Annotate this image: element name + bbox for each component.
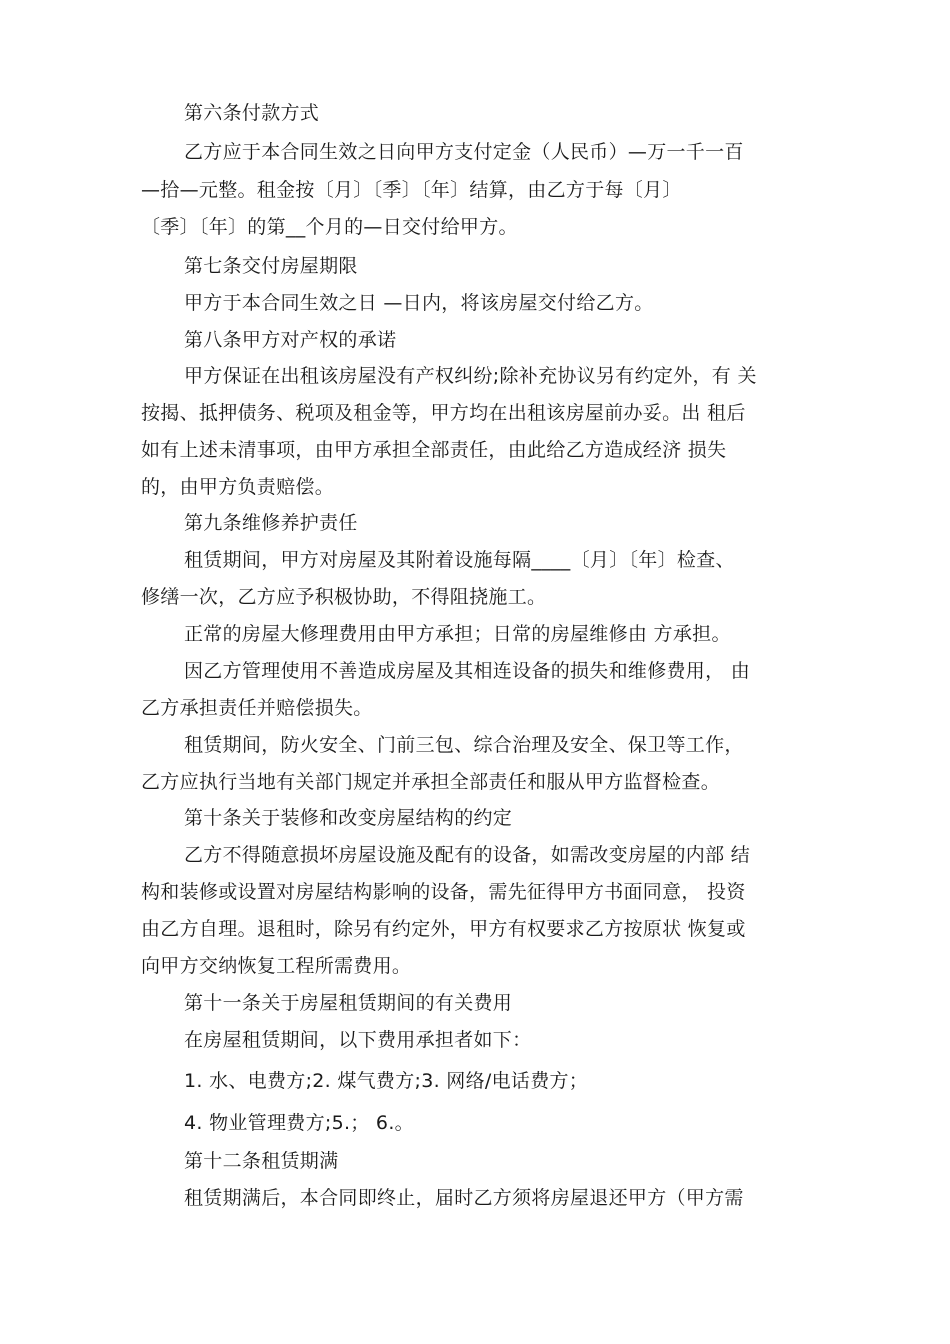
paragraph-line: 乙方承担责任并赔偿损失。 [141,697,373,719]
list-item: 4. 物业管理费方;5.； 6.。 [184,1112,414,1134]
paragraph-line: 乙方应于本合同生效之日向甲方支付定金（人民币）—万一千一百 [184,141,744,163]
list-item: 1. 水、电费方;2. 煤气费方;3. 网络/电话费方； [184,1070,589,1092]
heading-article-8: 第八条甲方对产权的承诺 [184,329,397,351]
heading-article-11: 第十一条关于房屋租赁期间的有关费用 [184,992,513,1014]
heading-article-6: 第六条付款方式 [184,102,320,124]
heading-article-12: 第十二条租赁期满 [184,1150,339,1172]
paragraph-line: 租赁期间，防火安全、门前三包、综合治理及安全、保卫等工作， [184,734,744,756]
paragraph-line: 租赁期间，甲方对房屋及其附着设施每隔____〔月〕〔年〕检查、 [184,549,735,571]
heading-article-7: 第七条交付房屋期限 [184,255,358,277]
paragraph-line: 由乙方自理。退租时，除另有约定外，甲方有权要求乙方按原状 恢复或 [141,918,746,940]
paragraph-line: 乙方应执行当地有关部门规定并承担全部责任和服从甲方监督检查。 [141,771,721,793]
heading-article-10: 第十条关于装修和改变房屋结构的约定 [184,807,513,829]
paragraph-line: 向甲方交纳恢复工程所需费用。 [141,955,412,977]
paragraph-line: 〔季〕〔年〕的第__个月的—日交付给甲方。 [141,216,518,238]
paragraph-line: 构和装修或设置对房屋结构影响的设备，需先征得甲方书面同意， 投资 [141,881,746,903]
heading-article-9: 第九条维修养护责任 [184,512,358,534]
paragraph-line: —拾—元整。租金按〔月〕〔季〕〔年〕结算，由乙方于每〔月〕 [141,179,682,201]
paragraph-line: 修缮一次，乙方应予积极协助，不得阻挠施工。 [141,586,547,608]
paragraph-line: 如有上述未清事项，由甲方承担全部责任，由此给乙方造成经济 损失 [141,439,727,461]
paragraph-line: 的，由甲方负责赔偿。 [141,476,335,498]
paragraph-line: 按揭、抵押债务、税项及租金等，甲方均在出租该房屋前办妥。出 租后 [141,402,746,424]
paragraph-line: 租赁期满后，本合同即终止，届时乙方须将房屋退还甲方（甲方需 [184,1187,744,1209]
paragraph-line: 甲方于本合同生效之日 —日内，将该房屋交付给乙方。 [184,292,654,314]
paragraph-line: 在房屋租赁期间，以下费用承担者如下： [184,1029,532,1051]
paragraph-line: 甲方保证在出租该房屋没有产权纠纷;除补充协议另有约定外，有 关 [184,365,757,387]
paragraph-line: 乙方不得随意损坏房屋设施及配有的设备，如需改变房屋的内部 结 [184,844,751,866]
paragraph-line: 正常的房屋大修理费用由甲方承担；日常的房屋维修由 方承担。 [184,623,731,645]
paragraph-line: 因乙方管理使用不善造成房屋及其相连设备的损失和维修费用， 由 [184,660,751,682]
